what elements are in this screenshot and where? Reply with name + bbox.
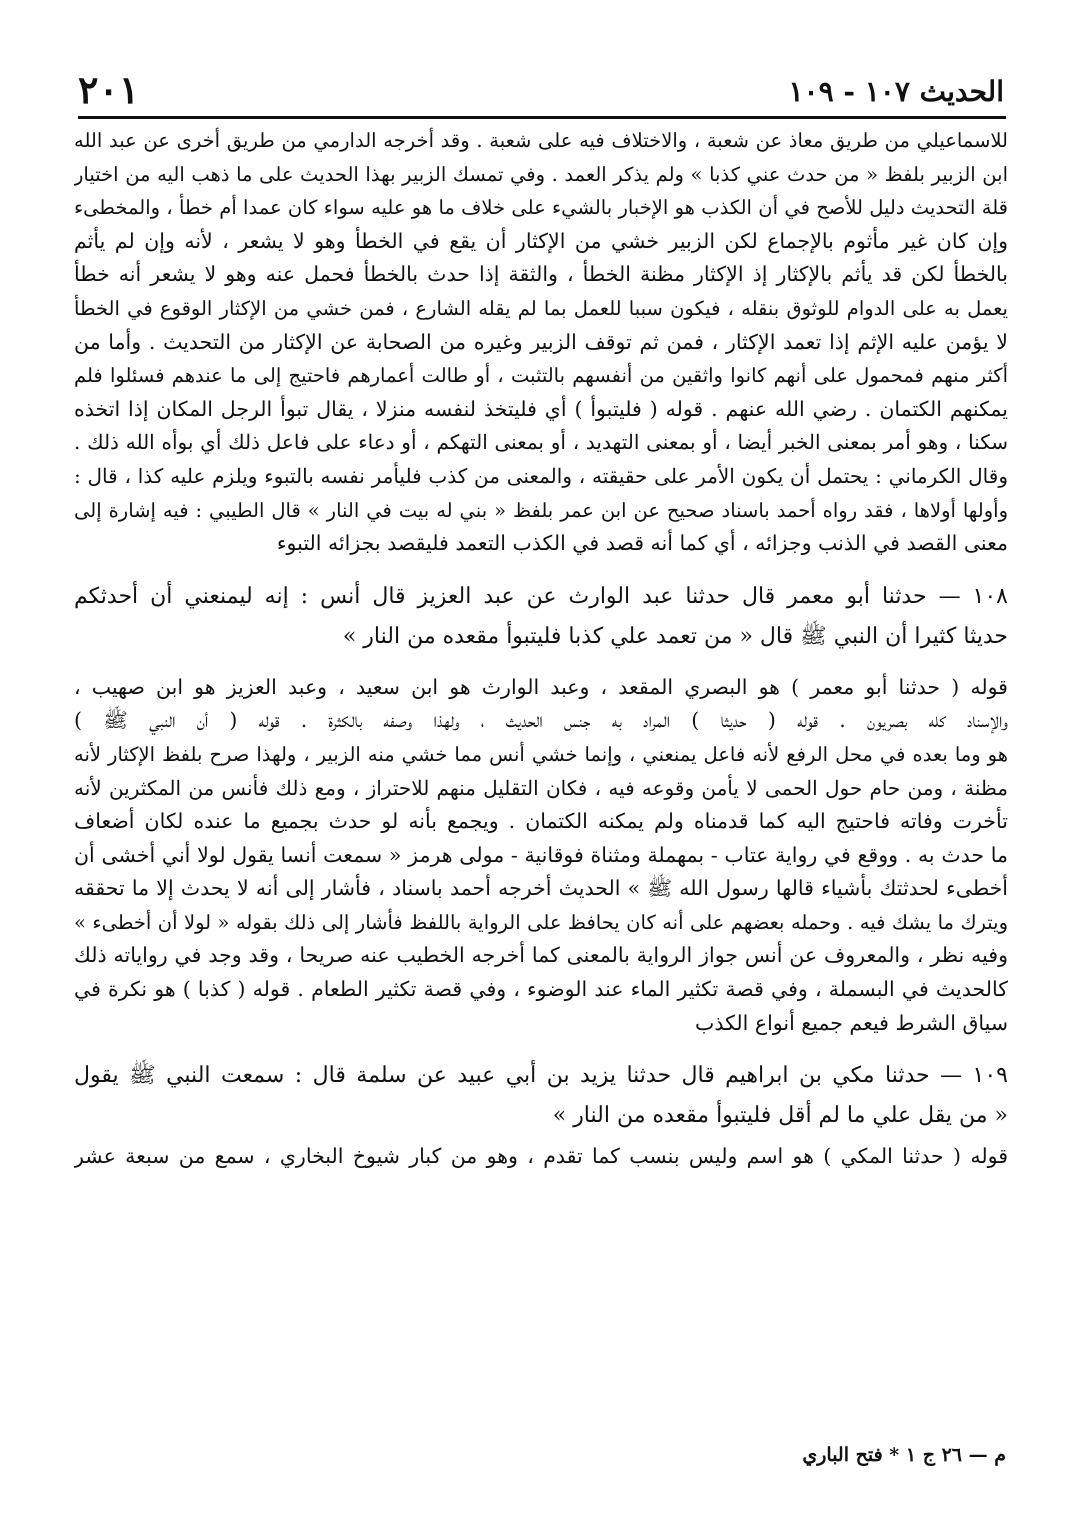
spacer <box>74 661 1008 671</box>
commentary-block-1 <box>74 124 1008 561</box>
text-line: بالخطأ لكن قد يأثم بالإكثار إذ الإكثار مظنة الخطأ ، والثقة إذا حدث بالخطأ فحمل عنه وهو لا يشعر أنه خطأ <box>74 262 1008 287</box>
text-line: معنى القصد في الذنب وجزائه ، أي كما أنه قصد في الكذب التعمد فليقصد بجزائه التبوء <box>276 531 1008 556</box>
hadith-line: « من يقل علي ما لم أقل فليتبوأ مقعده من النار » <box>552 1103 1008 1129</box>
text-line: كالحديث في البسملة ، وفي قصة تكثير الماء عند الوضوء ، وفي قصة تكثير الطعام . قوله ( كذبا ) هو نكرة في <box>74 977 1008 1002</box>
hadith-line: ١٠٩ — حدثنا مكي بن ابراهيم قال حدثنا يزيد بن أبي عبيد عن سلمة قال : سمعت النبي ﷺ يقول <box>74 1063 1008 1089</box>
header-divider <box>78 116 1006 119</box>
text-line: قوله ( حدثنا أبو معمر ) هو البصري المقعد ، وعبد الوارث هو ابن سعيد ، وعبد العزيز هو ابن صهيب ، <box>74 674 1008 699</box>
text-line: والإسناد كله بصريون . قوله ( حديثا ) المراد به جنس الحديث ، ولهذا وصفه بالكثرة . قوله ( أن النبي ﷺ ) <box>74 708 1008 733</box>
hadith-108 <box>74 577 1008 657</box>
commentary-block-3 <box>74 1140 1008 1174</box>
hadith-line: حديثا كثيرا أن النبي ﷺ قال « من تعمد علي كذبا فليتبوأ مقعده من النار » <box>342 623 1008 649</box>
text-line: لا يؤمن عليه الإثم إذا تعمد الإكثار ، فمن ثم توقف الزبير وغيره من الصحابة عن الإكثار من التحديث . وأما من <box>74 329 1008 354</box>
text-line: للاسماعيلي من طريق معاذ عن شعبة ، والاختلاف فيه على شعبة . وقد أخرجه الدارمي من طريق أخرى عن عبد الله <box>74 129 1008 152</box>
spacer <box>74 1040 1008 1050</box>
text-line: ويترك ما يشك فيه . وحمله بعضهم على أنه كان يحافظ على الرواية باللفظ فأشار إلى ذلك بقوله « لولا أن أخطىء » <box>74 910 1008 934</box>
text-line: ابن الزبير بلفظ « من حدث عني كذبا » ولم يذكر العمد . وفي تمسك الزبير بهذا الحديث على ما ذهب اليه من اختيار <box>74 162 1008 186</box>
text-line: وفيه نظر ، والمعروف عن أنس جواز الرواية بالمعنى كما أخرجه الخطيب عنه صريحا ، وقد وجد في رواياته ذلك <box>74 943 1008 968</box>
text-line: هو وما بعده في محل الرفع لأنه فاعل يمنعني ، وإنما خشي أنس مما خشي منه الزبير ، ولهذا صرح بلفظ الإكثار لأنه <box>74 742 1008 766</box>
text-line: أخطىء لحدثتك بأشياء قالها رسول الله ﷺ » الحديث أخرجه أحمد باسناد ، فأشار إلى أنه لا يحدث إلا ما تحققه <box>74 876 1008 901</box>
page-body <box>74 124 1008 1174</box>
text-line: قوله ( حدثنا المكي ) هو اسم وليس بنسب كما تقدم ، وهو من كبار شيوخ البخاري ، سمع من سبعة عشر <box>74 1144 1008 1169</box>
text-line: سياق الشرط فيعم جميع أنواع الكذب <box>695 1010 1008 1035</box>
hadith-line: ١٠٨ — حدثنا أبو معمر قال حدثنا عبد الوارث عن عبد العزيز قال أنس : إنه ليمنعني أن أحدثكم <box>74 583 1008 609</box>
text-line: مظنة ، ومن حام حول الحمى لا يأمن وقوعه فيه ، فكان التقليل منهم للاحتراز ، ومع ذلك فأنس من المكثرين لأنه <box>74 775 1008 800</box>
hadith-109 <box>74 1056 1008 1136</box>
commentary-block-2 <box>74 671 1008 1041</box>
spacer <box>74 561 1008 571</box>
text-line: ما حدث به . ووقع في رواية عتاب - بمهملة ومثناة فوقانية - مولى هرمز « سمعت أنسا يقول لولا أني أخشى أن <box>74 842 1008 867</box>
page-header <box>78 62 1004 112</box>
text-line: يعمل به على الدوام للوثوق بنقله ، فيكون سببا للعمل بما لم يقله الشارع ، فمن خشي من الإكثار الوقوع في الخطأ <box>74 296 1008 320</box>
text-line: وإن كان غير مأثوم بالإجماع لكن الزبير خشي من الإكثار أن يقع في الخطأ وهو لا يشعر ، لأنه وإن لم يأثم <box>74 228 1008 253</box>
text-line: قلة التحديث دليل للأصح في أن الكذب هو الإخبار بالشيء على خلاف ما هو عليه سواء كان عمدا أم خطأ ، والمخطىء <box>74 196 1008 220</box>
text-line: تأخرت وفاته فاحتيج اليه كما قدمناه ولم يمكنه الكتمان . ويجمع بأنه لو حدث بجميع ما عنده لكان أضعاف <box>74 809 1008 834</box>
text-line: يمكنهم الكتمان . رضي الله عنهم . قوله ( فليتبوأ ) أي فليتخذ لنفسه منزلا ، يقال تبوأ الرجل المكان إذا اتخذه <box>74 396 1008 421</box>
text-line: سكنا ، وهو أمر بمعنى الخبر أيضا ، أو بمعنى التهديد ، أو بمعنى التهكم ، أو دعاء على فاعل ذلك أي بوأه الله ذلك . <box>74 430 1008 455</box>
text-line: وأولها أولاها ، فقد رواه أحمد باسناد صحيح عن ابن عمر بلفظ « بني له بيت في النار » قال الطيبي : فيه إشارة إلى <box>74 498 1008 522</box>
text-line: وقال الكرماني : يحتمل أن يكون الأمر على حقيقته ، والمعنى من كذب فليأمر نفسه بالتبوء ويلزم عليه كذا ، قال : <box>74 463 1008 488</box>
page-number: ٢٠١ <box>78 67 140 112</box>
text-line: أكثر منهم فمحمول على أنهم كانوا واثقين من أنفسهم بالتثبت ، أو طالت أعمارهم فاحتيج إلى ما عندهم فسئلوا فلم <box>74 364 1008 388</box>
header-title: الحديث ١٠٧ - ١٠٩ <box>788 75 1004 108</box>
page-footer: م — ٢٦ ج ١ * فتح الباري <box>802 1444 1006 1466</box>
